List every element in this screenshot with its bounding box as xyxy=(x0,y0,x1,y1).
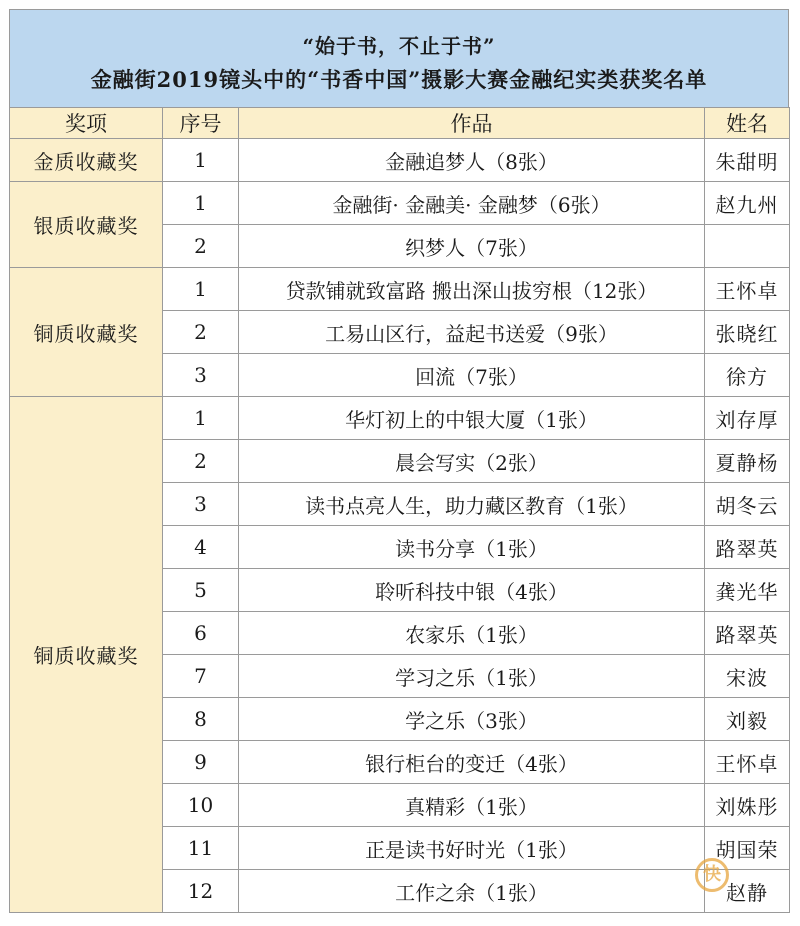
entry-work-cell: 晨会写实（2张） xyxy=(239,440,705,483)
entry-number-cell: 8 xyxy=(163,698,239,741)
entry-name-cell: 王怀卓 xyxy=(705,741,790,784)
entry-name-cell: 王怀卓 xyxy=(705,268,790,311)
entry-number-cell: 7 xyxy=(163,655,239,698)
entry-work-cell: 工作之余（1张） xyxy=(239,870,705,913)
entry-number-cell: 4 xyxy=(163,526,239,569)
entry-number-cell: 12 xyxy=(163,870,239,913)
entry-name-cell: 龚光华 xyxy=(705,569,790,612)
column-header-award: 奖项 xyxy=(10,108,163,139)
watermark-logo-icon: 快 xyxy=(695,858,729,892)
title-line-2: 金融街2019镜头中的“书香中国”摄影大赛金融纪实类获奖名单 xyxy=(90,67,708,92)
entry-work-cell: 学之乐（3张） xyxy=(239,698,705,741)
column-header-name: 姓名 xyxy=(705,108,790,139)
entry-work-cell: 正是读书好时光（1张） xyxy=(239,827,705,870)
title-line-1: “始于书，不止于书” xyxy=(302,34,496,58)
table-row xyxy=(10,139,790,182)
table-row xyxy=(10,182,790,225)
table-header-row xyxy=(10,108,790,139)
entry-work-cell: 工易山区行，益起书送爱（9张） xyxy=(239,311,705,354)
column-header-work: 作品 xyxy=(239,108,705,139)
entry-work-cell: 农家乐（1张） xyxy=(239,612,705,655)
entry-work-cell: 银行柜台的变迁（4张） xyxy=(239,741,705,784)
entry-name-cell: 刘姝彤 xyxy=(705,784,790,827)
entry-name-cell: 赵静 xyxy=(705,870,790,913)
entry-work-cell: 读书分享（1张） xyxy=(239,526,705,569)
entry-name-cell: 刘毅 xyxy=(705,698,790,741)
entry-name-cell: 宋波 xyxy=(705,655,790,698)
entry-number-cell: 1 xyxy=(163,139,239,182)
entry-name-cell: 路翠英 xyxy=(705,612,790,655)
entry-work-cell: 华灯初上的中银大厦（1张） xyxy=(239,397,705,440)
entry-number-cell: 3 xyxy=(163,354,239,397)
table-title-banner xyxy=(9,9,789,107)
entry-number-cell: 6 xyxy=(163,612,239,655)
table-row xyxy=(10,397,790,440)
award-category-cell: 银质收藏奖 xyxy=(10,182,163,268)
award-category-cell: 铜质收藏奖 xyxy=(10,268,163,397)
entry-name-cell: 刘存厚 xyxy=(705,397,790,440)
entry-name-cell: 徐方 xyxy=(705,354,790,397)
entry-name-cell: 张晓红 xyxy=(705,311,790,354)
entry-name-cell: 胡冬云 xyxy=(705,483,790,526)
entry-number-cell: 2 xyxy=(163,440,239,483)
column-header-number: 序号 xyxy=(163,108,239,139)
entry-work-cell: 金融街· 金融美· 金融梦（6张） xyxy=(239,182,705,225)
entry-number-cell: 3 xyxy=(163,483,239,526)
entry-name-cell: 路翠英 xyxy=(705,526,790,569)
entry-name-cell: 朱甜明 xyxy=(705,139,790,182)
award-category-cell: 金质收藏奖 xyxy=(10,139,163,182)
award-table xyxy=(9,107,790,913)
entry-work-cell: 聆听科技中银（4张） xyxy=(239,569,705,612)
entry-name-cell: 胡国荣 xyxy=(705,827,790,870)
entry-work-cell: 学习之乐（1张） xyxy=(239,655,705,698)
award-category-cell: 铜质收藏奖 xyxy=(10,397,163,913)
entry-number-cell: 5 xyxy=(163,569,239,612)
entry-number-cell: 1 xyxy=(163,268,239,311)
entry-number-cell: 2 xyxy=(163,311,239,354)
entry-number-cell: 1 xyxy=(163,397,239,440)
entry-work-cell: 读书点亮人生，助力藏区教育（1张） xyxy=(239,483,705,526)
entry-number-cell: 11 xyxy=(163,827,239,870)
entry-number-cell: 9 xyxy=(163,741,239,784)
entry-number-cell: 10 xyxy=(163,784,239,827)
table-row xyxy=(10,268,790,311)
entry-number-cell: 1 xyxy=(163,182,239,225)
entry-name-cell: 夏静杨 xyxy=(705,440,790,483)
entry-name-cell: 赵九州 xyxy=(705,182,790,225)
entry-work-cell: 织梦人（7张） xyxy=(239,225,705,268)
entry-work-cell: 回流（7张） xyxy=(239,354,705,397)
entry-work-cell: 金融追梦人（8张） xyxy=(239,139,705,182)
entry-name-cell xyxy=(705,225,790,268)
entry-work-cell: 真精彩（1张） xyxy=(239,784,705,827)
entry-work-cell: 贷款铺就致富路 搬出深山拔穷根（12张） xyxy=(239,268,705,311)
entry-number-cell: 2 xyxy=(163,225,239,268)
